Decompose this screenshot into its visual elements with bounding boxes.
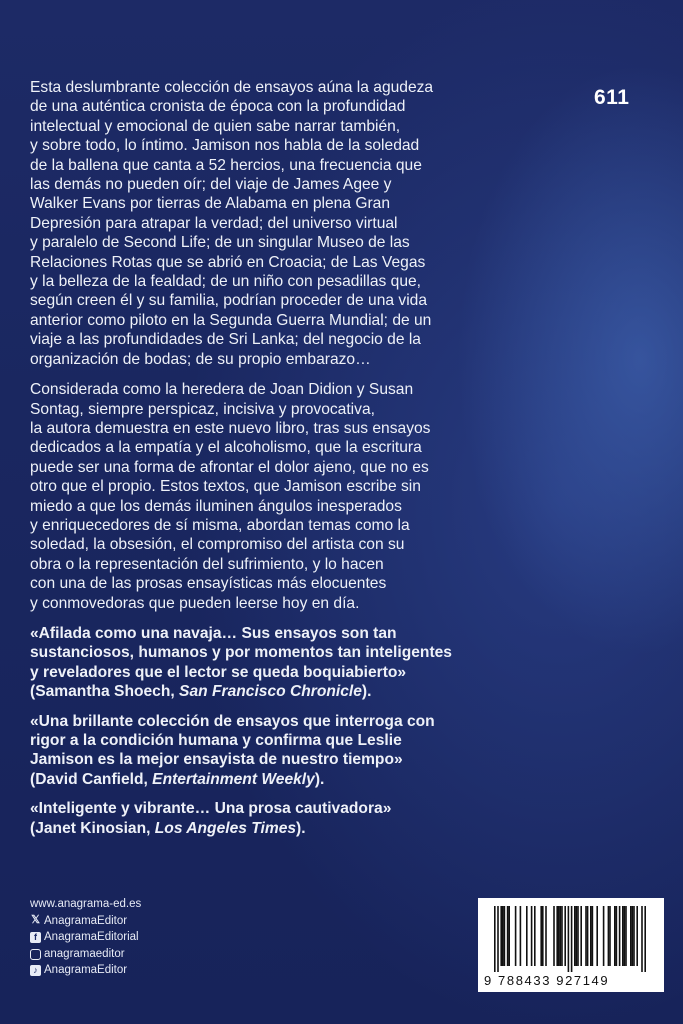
facebook-icon: f [30,932,41,943]
barcode-bar [545,906,547,966]
quote-line: y reveladores que el lector se queda boquiabierto» [30,663,407,681]
barcode-bar [587,906,589,966]
quote-line: «Afilada como una navaja… Sus ensayos son tan [30,624,397,642]
x-handle: AnagramaEditor [44,914,128,927]
text-line: y conmovedoras que pueden leerse hoy en día. [30,594,360,612]
barcode-bar [608,906,610,966]
barcode-bar [502,906,504,966]
barcode-bar [609,906,611,966]
quote-line: «Inteligente y vibrante… Una prosa cautivadora» [30,800,392,818]
barcode-bar [596,906,598,966]
barcode-bar [624,906,626,966]
barcode-bar [558,906,560,966]
quote-source-publication: Entertainment Weekly [152,770,315,788]
barcode-bar [592,906,594,966]
text-line: dedicados a la empatía y el alcoholismo, que la escritura [30,439,422,457]
text-line: organización de bodas; de su propio embarazo… [30,350,371,368]
barcode-bar [553,906,555,966]
quote-line: sustanciosos, humanos y por momentos tan inteligentes [30,644,452,662]
barcode-bar [644,906,646,972]
barcode-bar [625,906,627,966]
text-line: otro que el propio. Estos textos, que Jamison escribe sin [30,478,421,496]
author-paragraph [30,380,460,613]
instagram-handle: anagramaeditor [44,947,125,960]
tiktok-handle: AnagramaEditor [44,964,128,977]
text-line: puede ser una forma de afrontar el dolor ajeno, que no es [30,458,429,476]
text-line: viaje a las profundidades de Sri Lanka; del negocio de la [30,331,421,349]
barcode-bar [633,906,635,966]
barcode-bar [580,906,582,966]
barcode-bar [507,906,509,966]
publisher-links [30,896,141,979]
text-line: y sobre todo, lo íntimo. Jamison nos habla de la soledad [30,137,420,155]
barcode-bar [520,906,522,966]
instagram-link[interactable] [30,946,141,963]
barcode-bar [630,906,632,966]
text-line: con una de las prosas ensayísticas más elocuentes [30,575,387,593]
text-line: la autora demuestra en este nuevo libro, tras sus ensayos [30,419,431,437]
quote-line: «Una brillante colección de ensayos que interroga con [30,712,435,730]
facebook-handle: AnagramaEditorial [44,931,139,944]
quote-source-suffix: ). [296,819,306,837]
isbn-barcode [478,898,664,992]
text-block [30,78,460,848]
quote-source [30,770,460,789]
text-line: miedo a que los demás iluminen ángulos inesperados [30,497,402,515]
barcode-bar [568,906,570,972]
quote-source-author: (David Canfield, [30,770,153,788]
barcode-bar [641,906,643,972]
barcode-bar [515,906,517,966]
text-line: Sontag, siempre perspicaz, incisiva y provocativa, [30,400,375,418]
press-quote [30,799,460,838]
facebook-link[interactable] [30,929,141,946]
x-link[interactable] [30,913,141,930]
barcode-bar [497,906,499,972]
barcode-bar [504,906,506,966]
barcode-bars [480,900,662,972]
barcode-bar [540,906,542,966]
tiktok-link[interactable] [30,962,141,979]
barcode-bar [542,906,544,966]
quote-source-author: (Janet Kinosian, [30,819,155,837]
barcode-bar [508,906,510,966]
quote-source-suffix: ). [314,770,325,788]
barcode-bar [577,906,579,966]
barcode-bar [556,906,558,966]
text-line: y enriquecedores de sí misma, abordan temas como la [30,516,410,534]
website-text: www.anagrama-ed.es [30,898,142,910]
quote-source-publication: San Francisco Chronicle [179,683,362,701]
text-line: Walker Evans por tierras de Alabama en plena Gran [30,195,390,213]
text-line: y paralelo de Second Life; de un singular Museo de las [30,234,410,252]
barcode-bar [585,906,587,966]
barcode-bar [574,906,576,966]
barcode-bar [531,906,533,966]
tiktok-icon: ♪ [30,965,41,976]
barcode-bar [534,906,536,966]
quote-source-publication: Los Angeles Times [154,819,297,837]
barcode-bar [614,906,616,966]
instagram-icon [30,949,41,960]
barcode-bar [636,906,638,966]
x-icon: 𝕏 [31,914,40,927]
quote-line: rigor a la condición humana y confirma que Leslie [30,732,402,749]
quote-line: Jamison es la mejor ensayista de nuestro tiempo» [30,751,403,769]
text-line: de una auténtica cronista de época con la profundidad [30,98,406,116]
press-quote [30,712,460,790]
text-line: Esta deslumbrante colección de ensayos aúna la agudeza [30,79,434,96]
quote-source [30,682,460,701]
text-line: anterior como piloto en la Segunda Guerra Mundial; de un [30,311,432,329]
barcode-bar [622,906,624,966]
barcode-bar [616,906,618,966]
barcode-bar [500,906,502,966]
series-number: 611 [594,86,630,109]
text-line: según creen él y su familia, podrían proceder de una vida [30,292,428,310]
barcode-bar [632,906,634,966]
quote-source-author: (Samantha Shoech, [30,683,180,701]
quote-source-suffix: ). [361,683,372,701]
text-line: Depresión para atrapar la verdad; del universo virtual [30,214,398,232]
barcode-bar [564,906,566,966]
text-line: de la ballena que canta a 52 hercios, una frecuencia que [30,156,422,174]
text-line: Relaciones Rotas que se abrió en Croacia; de Las Vegas [30,253,426,271]
text-line: obra o la representación del sufrimiento, y lo hacen [30,555,384,573]
description-paragraph [30,78,460,369]
text-line: soledad, la obsesión, el compromiso del artista con su [30,536,405,554]
barcode-bar [561,906,563,966]
website-link[interactable] [30,896,141,913]
press-quote [30,624,460,702]
barcode-bar [576,906,578,966]
barcode-bar [603,906,605,966]
isbn-digits: 9 788433 927149 [484,973,610,988]
barcode-bar [526,906,528,966]
text-line: las demás no pueden oír; del viaje de James Agee y [30,176,392,194]
text-line: y la belleza de la fealdad; de un niño con pesadillas que, [30,273,421,291]
barcode-bar [590,906,592,966]
barcode-bar [571,906,573,972]
barcode-bar [560,906,562,966]
barcode-bar [494,906,496,972]
text-line: Considerada como la heredera de Joan Didion y Susan [30,381,414,399]
quote-source [30,819,460,838]
barcode-bar [619,906,621,966]
text-line: intelectual y emocional de quien sabe narrar también, [30,117,401,135]
